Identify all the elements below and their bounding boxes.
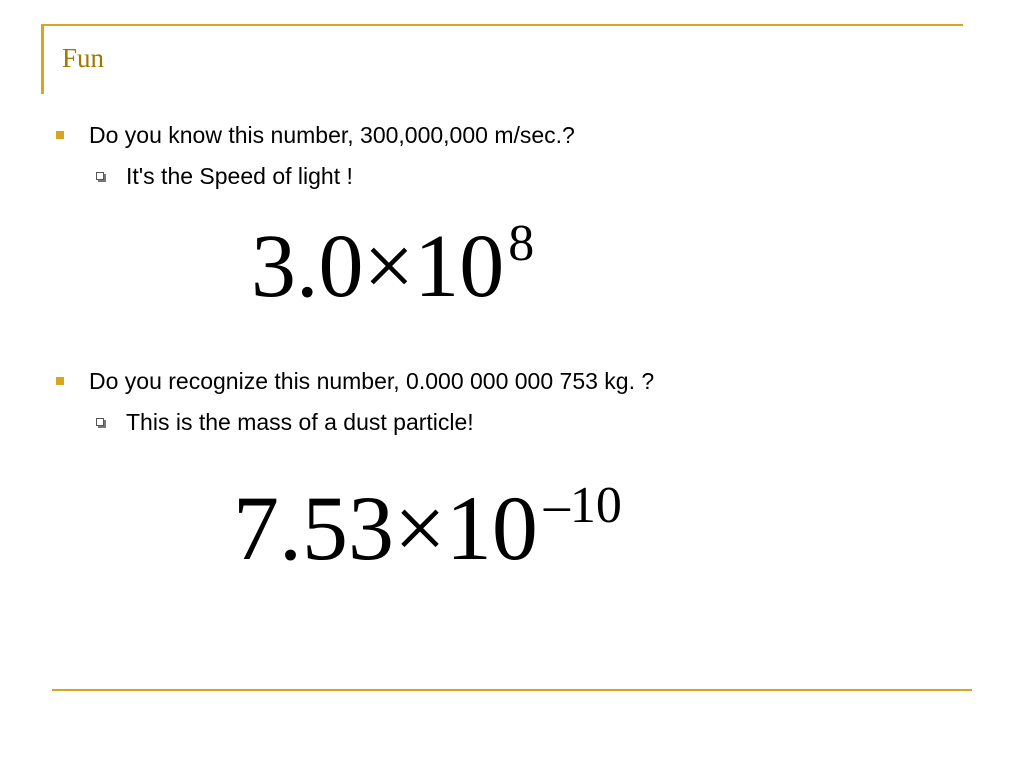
formula-exponent: 8: [508, 215, 535, 272]
formula-mantissa: 3.0: [251, 217, 364, 316]
formula-times-sign: ×: [394, 477, 446, 579]
formula-base: 10: [445, 477, 538, 579]
slide-title: Fun: [62, 43, 105, 73]
formula-exponent: –10: [543, 477, 622, 534]
hollow-square-bullet-icon: [96, 418, 104, 426]
sub-bullet-item-speed-answer: [96, 161, 353, 191]
bullet-item-speed-question: [56, 120, 575, 150]
bullet-item-mass-question: [56, 366, 654, 396]
title-top-rule: [41, 24, 963, 26]
formula-times-sign: ×: [363, 217, 415, 316]
formula-mantissa: 7.53: [233, 477, 394, 579]
dust-particle-mass-formula: [233, 477, 622, 579]
title-left-rule: [41, 24, 44, 94]
speed-of-light-formula: [251, 215, 535, 316]
formula-base: 10: [414, 217, 505, 316]
hollow-square-bullet-icon: [96, 172, 104, 180]
bullet-text: Do you know this number, 300,000,000 m/sec.?: [89, 122, 575, 148]
square-bullet-icon: [56, 131, 64, 139]
sub-bullet-text: This is the mass of a dust particle!: [126, 409, 474, 435]
sub-bullet-text: It's the Speed of light !: [126, 163, 353, 189]
footer-rule: [52, 689, 972, 691]
bullet-text: Do you recognize this number, 0.000 000 000 753 kg. ?: [89, 368, 655, 394]
square-bullet-icon: [56, 377, 64, 385]
sub-bullet-item-mass-answer: [96, 407, 474, 437]
